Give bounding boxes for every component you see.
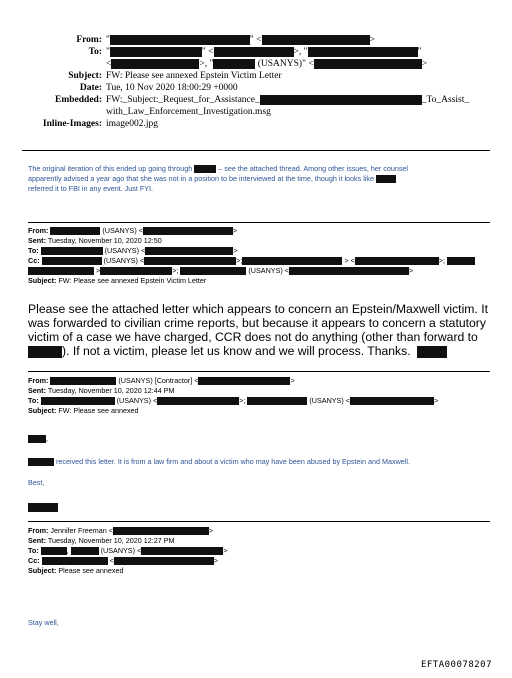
msg3-to-label: To: <box>28 546 39 555</box>
body1-line: Please see the attached letter which appears to concern an Epstein/Maxwell victim. It <box>28 302 488 316</box>
msg2-from-label: From: <box>28 376 49 385</box>
msg3-sent-value: Tuesday, November 10, 2020 12:27 PM <box>47 536 175 545</box>
redaction <box>114 557 214 565</box>
body1-line: ). If not a victim, please let us know and we will process. Thanks. <box>62 344 411 358</box>
msg2-from-value: (USANYS) [Contractor] < <box>118 376 199 385</box>
redaction <box>110 47 202 57</box>
msg1-to-label: To: <box>28 246 39 255</box>
header-to-cont: >, " <box>199 59 214 69</box>
redaction <box>157 397 239 405</box>
header-subject-row <box>22 70 492 82</box>
redaction <box>180 267 246 275</box>
redaction <box>355 257 439 265</box>
message-divider <box>28 222 490 223</box>
redaction <box>141 547 223 555</box>
header-date-value: Tue, 10 Nov 2020 18:00:29 +0000 <box>106 83 238 93</box>
msg3-from-label: From: <box>28 526 49 535</box>
header-to-usanys: (USANYS)" < <box>257 59 314 69</box>
msg1-cc-value: >; <box>438 256 445 265</box>
redaction <box>314 59 422 69</box>
header-from-end: > <box>369 35 375 45</box>
msg3-subject-label: Subject: <box>28 566 57 575</box>
redaction <box>41 397 115 405</box>
document-id: EFTA00078207 <box>420 660 492 670</box>
msg1-subject-label: Subject: <box>28 276 57 285</box>
msg1-cc-value: (USANYS) < <box>103 256 145 265</box>
redaction <box>41 547 67 555</box>
header-to-end: > <box>421 59 428 69</box>
message2-body <box>28 457 494 467</box>
msg2-from-value: > <box>290 376 295 385</box>
header-to-quote: " <box>106 47 110 57</box>
note-text: The original iteration of this ended up going through <box>28 164 193 173</box>
redaction <box>417 346 447 358</box>
message2-greeting <box>28 434 48 444</box>
msg1-cc-value: >; <box>172 266 179 275</box>
msg3-cc-label: Cc: <box>28 556 40 565</box>
header-divider <box>22 150 490 151</box>
redaction <box>308 47 418 57</box>
msg3-to-value: (USANYS) < <box>100 546 142 555</box>
redaction <box>28 435 46 443</box>
redaction <box>145 247 233 255</box>
redaction <box>262 35 370 45</box>
msg1-sent-value: Tuesday, November 10, 2020 12:50 <box>47 236 162 245</box>
body2-line: received this letter. It is from a law firm and about a victim who may have been abused by Epstein and Maxwell. <box>56 457 410 466</box>
redaction <box>28 503 58 512</box>
msg1-to-value: > <box>233 246 238 255</box>
message1-body <box>28 302 494 358</box>
redaction <box>376 175 396 183</box>
redaction <box>194 165 216 173</box>
message3-header <box>28 526 227 576</box>
redaction <box>260 95 422 105</box>
msg3-from-value: Jennifer Freeman < <box>50 526 113 535</box>
header-to-label: To: <box>88 47 102 57</box>
header-inline-value: image002.jpg <box>106 119 158 129</box>
message2-header <box>28 376 438 416</box>
note-text: referred it to FBI in any event. Just FYI. <box>28 184 154 193</box>
header-from-row <box>22 34 492 46</box>
body1-line: was forwarded to civilian crime reports, but because it appears to concern a statutory <box>28 316 486 330</box>
note-text: – see the attached thread. Among other issues, her counsel <box>218 164 409 173</box>
redaction <box>242 257 342 265</box>
msg1-to-value: (USANYS) < <box>104 246 146 255</box>
redaction <box>50 377 116 385</box>
redaction <box>42 257 102 265</box>
header-embedded-cont: with_Law_Enforcement_Investigation.msg <box>106 107 271 117</box>
header-date-label: Date: <box>79 83 102 93</box>
greeting-comma: , <box>46 434 48 443</box>
msg1-subject-value: FW: Please see annexed Epstein Victim Letter <box>58 276 207 285</box>
msg1-from-label: From: <box>28 226 49 235</box>
header-from-quote: " <box>106 35 110 45</box>
header-from-label: From: <box>76 35 102 45</box>
header-to-cont-row <box>22 58 492 70</box>
redaction <box>198 377 290 385</box>
header-to-suffix: " < <box>201 47 214 57</box>
redaction <box>214 47 294 57</box>
msg3-sent-label: Sent: <box>28 536 46 545</box>
msg1-cc-value: > <box>408 266 414 275</box>
redaction <box>111 59 199 69</box>
header-date-row <box>22 82 492 94</box>
header-to-cont: < <box>106 59 112 69</box>
redaction <box>71 547 99 555</box>
redaction <box>247 397 307 405</box>
msg1-from-value: (USANYS) < <box>102 226 143 235</box>
redaction <box>447 257 475 265</box>
msg2-to-value: (USANYS) < <box>116 396 158 405</box>
header-embedded-cont-row <box>22 106 492 118</box>
forward-note <box>28 164 494 194</box>
message2-best: Best, <box>28 478 45 487</box>
header-to-row <box>22 46 492 58</box>
redaction <box>28 346 62 358</box>
msg1-cc-value: >; <box>236 256 243 265</box>
msg1-from-value: > <box>232 226 238 235</box>
email-header <box>22 34 492 130</box>
redaction <box>100 267 172 275</box>
header-embedded-value: _To_Assist_ <box>421 95 470 105</box>
msg2-to-value: >; <box>239 396 246 405</box>
header-to-suffix: >, " <box>293 47 308 57</box>
msg2-to-value: > <box>433 396 439 405</box>
msg1-cc-value: > <box>96 266 101 275</box>
msg3-cc-value: > <box>213 556 218 565</box>
message-divider <box>28 521 490 522</box>
redaction <box>289 267 409 275</box>
header-embedded-label: Embedded: <box>55 95 102 105</box>
redaction <box>144 257 236 265</box>
redaction <box>213 59 255 69</box>
header-to-suffix: " <box>417 47 422 57</box>
msg3-cc-value: < <box>109 556 114 565</box>
header-from-suffix: " < <box>249 35 262 45</box>
header-embedded-value: FW:_Subject:_Request_for_Assistance_ <box>106 95 260 105</box>
msg2-sent-value: Tuesday, November 10, 2020 12:44 PM <box>47 386 175 395</box>
redaction <box>50 227 100 235</box>
closing-text: Stay well, <box>28 618 59 627</box>
header-subject-label: Subject: <box>68 71 102 81</box>
header-inline-label: Inline-Images: <box>42 119 102 129</box>
redaction <box>41 247 103 255</box>
body1-line: victim of a case we have charged, CCR does not do anything (other than forward to <box>28 330 478 344</box>
header-embedded-row <box>22 94 492 106</box>
msg1-cc-value: > < <box>344 256 355 265</box>
message2-signature <box>28 502 58 512</box>
note-text: apparently advised a year ago that she was not in a position to be interviewed at the time, though it looks like <box>28 174 375 183</box>
redaction <box>42 557 108 565</box>
msg3-subject-value: Please see annexed <box>58 566 124 575</box>
redaction <box>28 267 94 275</box>
header-subject-value: FW: Please see annexed Epstein Victim Letter <box>106 71 282 81</box>
msg3-from-value: > <box>208 526 214 535</box>
msg1-cc-value: (USANYS) < <box>248 266 289 275</box>
msg1-sent-label: Sent: <box>28 236 46 245</box>
msg1-cc-label: Cc: <box>28 256 40 265</box>
redaction <box>28 458 54 466</box>
redaction <box>113 527 209 535</box>
message-divider <box>28 371 490 372</box>
msg3-to-value: , <box>66 546 69 555</box>
redaction <box>350 397 434 405</box>
msg2-to-value: (USANYS) < <box>309 396 350 405</box>
msg2-subject-value: FW: Please see annexed <box>58 406 139 415</box>
msg3-to-value: > <box>223 546 228 555</box>
message1-header <box>28 226 475 286</box>
msg2-sent-label: Sent: <box>28 386 46 395</box>
redaction <box>143 227 233 235</box>
msg2-subject-label: Subject: <box>28 406 57 415</box>
msg2-to-label: To: <box>28 396 39 405</box>
redaction <box>110 35 250 45</box>
header-inline-row <box>22 118 492 130</box>
